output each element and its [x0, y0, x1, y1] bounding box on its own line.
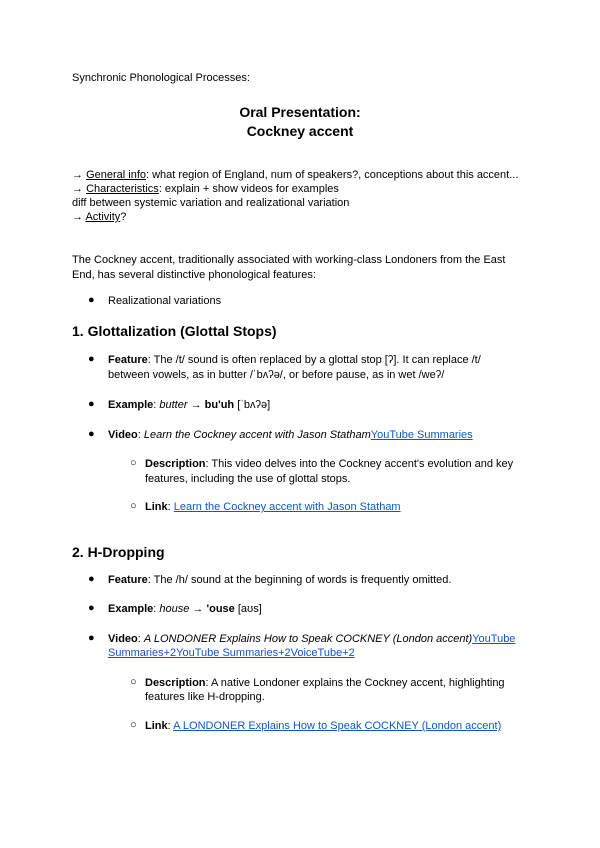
general-info-label: General info	[86, 169, 146, 181]
section1-description	[145, 457, 513, 471]
feature-label: Feature	[108, 354, 148, 366]
bullet-icon: ●	[88, 573, 95, 585]
arrow-icon: →	[72, 211, 83, 223]
example-label: Example	[108, 603, 154, 615]
example-result: bu'uh	[204, 399, 235, 411]
arrow-icon: →	[192, 603, 204, 615]
video-label: Video	[108, 429, 138, 441]
video-source-link-cont[interactable]: Summaries+2YouTube Summaries+2VoiceTube+2	[108, 647, 355, 659]
feature-text: : The /t/ sound is often replaced by a glottal stop [ʔ]. It can replace /t/	[147, 354, 481, 366]
video-source-link[interactable]: YouTube	[472, 633, 516, 645]
subject-line: Synchronic Phonological Processes:	[72, 72, 250, 84]
bullet-icon: ●	[88, 428, 95, 440]
outline-characteristics	[72, 182, 339, 196]
section1-description-cont: features, including the use of glottal stops.	[145, 473, 351, 485]
outline-diff: diff between systemic variation and realizational variation	[72, 197, 350, 209]
section2-example: Example: house → 'ouse [aʊs]	[108, 603, 262, 615]
page-title: Oral Presentation:	[239, 104, 361, 120]
section2-video-cont	[108, 646, 355, 660]
hollow-bullet-icon: ○	[130, 500, 137, 512]
video-title: Learn the Cockney accent with Jason Statham	[143, 429, 371, 441]
activity-label: Activity	[85, 211, 121, 223]
bullet-icon: ●	[88, 602, 95, 614]
intro-line-1: The Cockney accent, traditionally associated with working-class Londoners from the East	[72, 254, 506, 266]
feature-label: Feature	[108, 574, 148, 586]
example-ipa: [ˈbʌʔə]	[237, 399, 271, 411]
section1-video: Video: Learn the Cockney accent with Jason StathamYouTube Summaries	[108, 429, 473, 441]
link-label: Link	[145, 720, 168, 732]
bullet-icon: ●	[88, 632, 95, 644]
hollow-bullet-icon: ○	[130, 457, 137, 469]
example-word: butter	[159, 399, 188, 411]
link-label: Link	[145, 501, 168, 513]
section2-heading: 2. H-Dropping	[72, 544, 165, 560]
section2-description	[145, 676, 505, 690]
description-label: Description	[145, 677, 206, 689]
activity-text: ?	[120, 211, 127, 223]
arrow-icon: →	[72, 183, 83, 195]
arrow-icon: →	[190, 399, 202, 411]
example-ipa: [aʊs]	[237, 603, 262, 615]
video-link[interactable]: A LONDONER Explains How to Speak COCKNEY (London accent)	[173, 720, 502, 732]
bullet-icon: ●	[88, 294, 95, 306]
characteristics-label: Characteristics	[86, 183, 159, 195]
section1-heading: 1. Glottalization (Glottal Stops)	[72, 323, 277, 339]
section2-video: Video: A LONDONER Explains How to Speak COCKNEY (London accent)YouTube	[108, 633, 516, 645]
section1-link: Link: Learn the Cockney accent with Jason Statham	[145, 501, 401, 513]
example-word: house	[159, 603, 190, 615]
page-subtitle: Cockney accent	[246, 123, 354, 139]
example-label: Example	[108, 399, 154, 411]
section2-description-cont: features like H-dropping.	[145, 691, 265, 703]
outline-general	[72, 168, 518, 182]
description-label: Description	[145, 458, 206, 470]
video-source-link[interactable]: YouTube Summaries	[370, 429, 473, 441]
video-link[interactable]: Learn the Cockney accent with Jason Statham	[173, 501, 401, 513]
description-text: : A native Londoner explains the Cockney accent, highlighting	[205, 677, 505, 689]
section1-example: Example: butter → bu'uh [ˈbʌʔə]	[108, 399, 271, 411]
bullet-icon: ●	[88, 353, 95, 365]
intro-bullet: Realizational variations	[108, 295, 222, 307]
video-label: Video	[108, 633, 138, 645]
general-info-text: : what region of England, num of speakers?, conceptions about this accent...	[146, 169, 519, 181]
characteristics-text: : explain + show videos for examples	[158, 183, 339, 195]
feature-text: : The /h/ sound at the beginning of words is frequently omitted.	[147, 574, 452, 586]
hollow-bullet-icon: ○	[130, 719, 137, 731]
section2-feature	[108, 573, 451, 587]
bullet-icon: ●	[88, 398, 95, 410]
example-result: 'ouse	[206, 603, 235, 615]
outline-activity	[72, 210, 126, 224]
section1-feature	[108, 353, 481, 367]
section1-feature-cont: between vowels, as in butter /ˈbʌʔə/, or before pause, as in wet /weʔ/	[108, 369, 445, 381]
intro-line-2: End, has several distinctive phonological features:	[72, 269, 316, 281]
video-title: A LONDONER Explains How to Speak COCKNEY (London accent)	[143, 633, 473, 645]
hollow-bullet-icon: ○	[130, 676, 137, 688]
description-text: : This video delves into the Cockney accent's evolution and key	[205, 458, 514, 470]
section2-link: Link: A LONDONER Explains How to Speak COCKNEY (London accent)	[145, 720, 502, 732]
arrow-icon: →	[72, 169, 83, 181]
